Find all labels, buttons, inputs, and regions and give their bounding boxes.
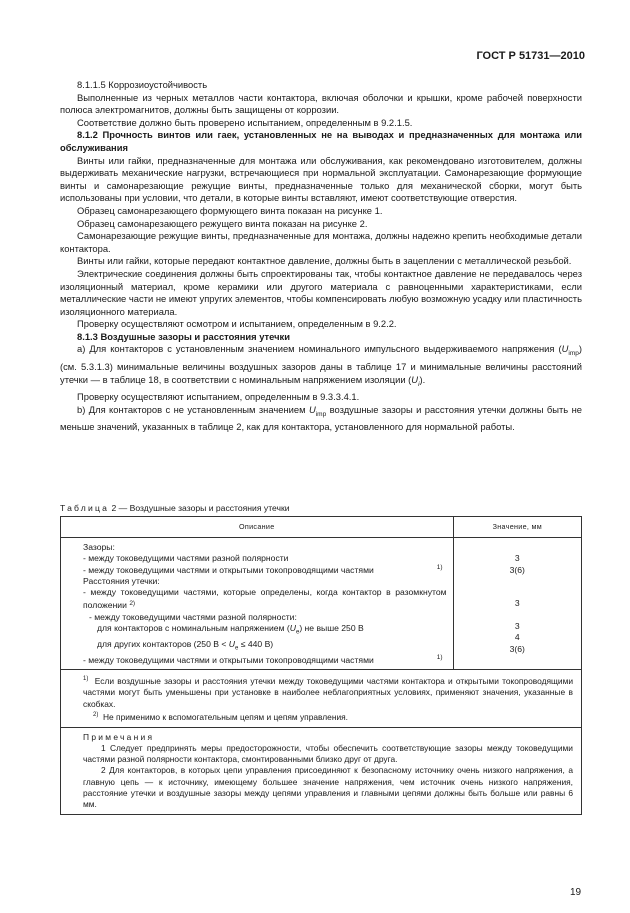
paragraph: Винты или гайки, которые передают контактное давление, должны быть в зацеплении с металлической резьбой. [77, 255, 572, 267]
paragraph-heading: 8.1.1.5 Коррозиоустойчивость [77, 79, 208, 90]
table-caption: Таблица 2 — Воздушные зазоры и расстояния утечки [60, 503, 290, 513]
note-1: 1 Следует предпринять меры предосторожности, чтобы обеспечить соответствующие зазоры между токоведущими частями разной полярности контактора, смонтированными близко друг от друга. [83, 743, 573, 765]
footnotes-cell [61, 670, 582, 727]
clearances-table [60, 516, 582, 815]
notes-cell [61, 727, 582, 814]
section-heading: 8.1.3 Воздушные зазоры и расстояния утечки [77, 330, 291, 342]
paragraph: Винты или гайки, предназначенные для монтажа или обслуживания, как рекомендовано изготовителем, должны выдерживать механические нагрузки, встречающиеся при нормальной эксплуатации. Самонарезающие формующие винты и самонарезающие режущие винты, предназначенные только для механической сборки, могут быть использованы при условии, что детали, в которые винты вставляют, имеют соответствующие отверстия. [60, 154, 582, 204]
table-row [61, 538, 582, 670]
section-heading: 8.1.2 Прочность винтов или гаек, установленных не на выводах и предназначенных для монтажа или обслуживания [60, 129, 582, 153]
paragraph: а) Для контакторов с установленным значением номинального импульсного выдерживаемого напряжения $(U_{imp})$ (см. 5.3.1.3) минимальные величины воздушных зазоров даны в таблице 17 и минимальные величины расстояний утечки — в таблице 18, в соответствии с номинальным напряжением изоляции $(U_i)$. [60, 343, 582, 388]
paragraph: Образец самонарезающего режущего винта показан на рисунке 2. [77, 217, 368, 229]
footnote-1: $^{1)}$ Если воздушные зазоры и расстояния утечки между токоведущими частями контактора и открытыми токопроводящими частями могут быть уменьшены при установке в наиболее неблагоприятных условиях, применяют значения, указанные в скобках. [83, 676, 574, 709]
column-header-description: Описание [61, 517, 454, 538]
standard-header: ГОСТ Р 51731—2010 [476, 50, 585, 62]
column-header-value: Значение, мм [453, 517, 581, 538]
paragraph: Соответствие должно быть проверено испытанием, определенным в 9.2.1.5. [77, 116, 413, 128]
table-footnotes-row [61, 670, 582, 727]
value-cell: 3 3(6) 3 3 4 3(6) [453, 538, 581, 670]
paragraph: Образец самонарезающего формующего винта показан на рисунке 1. [77, 204, 383, 216]
paragraph: b) Для контакторов с не установленным значением $U_{imp}$ воздушные зазоры и расстояния утечки должны быть не меньше значений, указанных в таблице 2, как для контактора, установленного для нормальной работы. [60, 403, 582, 433]
document-body [60, 79, 582, 434]
page-number: 19 [570, 887, 582, 898]
paragraph: Электрические соединения должны быть спроектированы так, чтобы контактное давление не передавалось через изоляционный материал, кроме керамики или другого материала с равноценными характеристиками, если металлические части не имеют упругих элементов, чтобы компенсировать любую возможную усадку или пластичность изоляционного материала. [60, 267, 582, 317]
paragraph: Выполненные из черных металлов части контактора, включая оболочки и крышки, кроме рабочей поверхности полюса электромагнитов, должны быть защищены от коррозии. [60, 91, 582, 116]
paragraph: Проверку осуществляют испытанием, определенным в 9.3.3.4.1. [77, 391, 360, 402]
paragraph: Проверку осуществляют осмотром и испытанием, определенным в 9.2.2. [77, 318, 397, 330]
paragraph: Самонарезающие режущие винты, предназначенные для монтажа, должны надежно крепить необходимые детали контактора. [60, 230, 582, 254]
note-2: 2 Для контакторов, в которых цепи управления присоединяют к безопасному источнику очень низкого напряжения, а главную цепь — к источнику, имеющему большее значение напряжения, чем источник очень низкого напряжения, расстояние утечки и воздушные зазоры между цепями управления и главными цепями должны быть больше или равны 6 мм. [83, 765, 573, 810]
notes-heading: Примечания [83, 731, 155, 742]
table-header-row [61, 517, 582, 538]
description-cell: Зазоры: - между токоведущими частями разной полярности - между токоведущими частями и открытыми токопроводящими частями 1) Расстояния утечки: - между токоведущими частями, которые определены, когда контактор в разомкнутом положении $^{2)}$ - между токоведущими частями разной полярности: для контакторов с номинальным напряжением $(U_e)$ не выше 250 В для других контакторов (250 $В < U_e \le 440$ В) - между токоведущими частями и открытыми токопроводящими частями 1) [61, 538, 454, 670]
table-notes-row [61, 727, 582, 814]
footnote-2: $^{2)}$ Не применимо к вспомогательным цепям и цепям управления. [93, 711, 348, 722]
